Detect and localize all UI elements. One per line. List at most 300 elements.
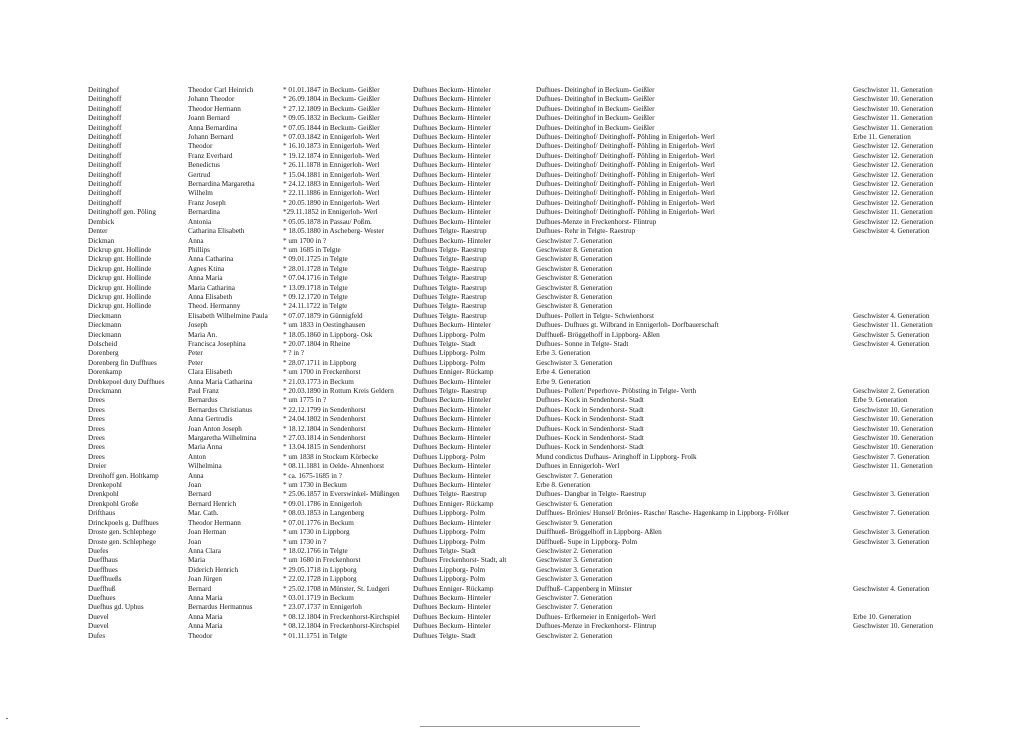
birth-cell: * um 1700 in ? <box>283 236 327 245</box>
lineage-cell: Geschwister 2. Generation <box>536 631 613 640</box>
given-name-cell: Bernard <box>188 490 212 499</box>
given-name-cell: Bernardina <box>188 208 220 217</box>
surname-cell: Deitinghoff <box>88 180 122 189</box>
birth-cell: * 18.05.1880 in Ascheberg- Wester <box>283 227 384 236</box>
surname-cell: Dickrup gnt. Hollinde <box>88 255 152 264</box>
birth-cell: * 24.12.1883 in Ennigerloh- Werl <box>283 180 380 189</box>
birth-cell: * 20.07.1804 in Rheine <box>283 339 351 348</box>
lineage-cell: Geschwister 8. Generation <box>536 283 613 292</box>
given-name-cell: Elisabeth Wilhelmine Paula <box>188 311 268 320</box>
birth-cell: * 28.01.1728 in Telgte <box>283 264 348 273</box>
birth-cell: * 26.11.1878 in Ennigerloh- Werl <box>283 161 380 170</box>
generation-cell: Geschwister 12. Generation <box>853 198 934 207</box>
given-name-cell: Anna Maria <box>188 612 223 621</box>
birth-cell: * 27.12.1809 in Beckum- Geißler <box>283 104 380 113</box>
lineage-cell: Dufhues in Ennigerloh- Werl <box>536 462 620 471</box>
farm-cell: Dufhues Beckum- Hinteler <box>413 151 491 160</box>
surname-cell: Dieckmann <box>88 321 122 330</box>
table-row <box>0 585 1024 594</box>
lineage-cell: Dufhues- Kock in Sendenhorst- Stadt <box>536 434 644 443</box>
surname-cell: Droste gen. Schlephege <box>88 528 157 537</box>
birth-cell: * 21.03.1773 in Beckum <box>283 377 354 386</box>
birth-cell: * 08.12.1804 in Freckenhorst-Kirchspiel <box>283 622 400 631</box>
lineage-cell: Geschwister 7. Generation <box>536 236 613 245</box>
farm-cell: Dufhues Beckum- Hinteler <box>413 405 491 414</box>
surname-cell: Dickrup gnt. Hollinde <box>88 283 152 292</box>
farm-cell: Dufhues Lippborg- Polm <box>413 330 486 339</box>
table-row <box>0 274 1024 283</box>
birth-cell: * 18.02.1766 in Telgte <box>283 546 348 555</box>
generation-cell: Geschwister 3. Generation <box>853 537 930 546</box>
birth-cell: * 07.04.1716 in Telgte <box>283 274 348 283</box>
generation-cell: Geschwister 12. Generation <box>853 161 934 170</box>
table-row <box>0 481 1024 490</box>
lineage-cell: Geschwister 8. Generation <box>536 264 613 273</box>
farm-cell: Dufhues Beckum- Hinteler <box>413 104 491 113</box>
table-row <box>0 378 1024 387</box>
surname-cell: Droste gen. Schlephege <box>88 537 157 546</box>
farm-cell: Dufhues Telgte- Raestrup <box>413 283 487 292</box>
given-name-cell: Francisca Josephina <box>188 339 246 348</box>
lineage-cell: Dufhues- Dangbar in Telgte- Raestrup <box>536 490 646 499</box>
lineage-cell: Geschwister 3. Generation <box>536 575 613 584</box>
lineage-cell: Dufhues- Deitinghof in Beckum- Geißler <box>536 123 655 132</box>
generation-cell: Geschwister 5. Generation <box>853 330 930 339</box>
given-name-cell: Joan <box>188 537 202 546</box>
table-row <box>0 124 1024 133</box>
table-row <box>0 528 1024 537</box>
surname-cell: Dreckmann <box>88 387 122 395</box>
given-name-cell: Anna <box>188 236 204 245</box>
given-name-cell: Clara Elisabeth <box>188 368 233 377</box>
table-row <box>0 189 1024 198</box>
surname-cell: Drees <box>88 424 105 433</box>
given-name-cell: Joan Jürgen <box>188 575 223 584</box>
farm-cell: Dufhues Beckum- Hinteler <box>413 114 491 123</box>
given-name-cell: Paul Franz <box>188 387 219 395</box>
table-row <box>0 472 1024 481</box>
table-row <box>0 462 1024 471</box>
birth-cell: * 29.05.1718 in Lippborg <box>283 565 357 574</box>
given-name-cell: Bernard Henrich <box>188 499 237 508</box>
birth-cell: * ca. 1675-1685 in ? <box>283 471 342 480</box>
table-row <box>0 284 1024 293</box>
surname-cell: Drees <box>88 396 105 405</box>
generation-cell: Geschwister 11. Generation <box>853 208 933 217</box>
generation-cell: Erbe 9. Generation <box>853 396 908 405</box>
generation-cell: Geschwister 4. Generation <box>853 227 930 236</box>
table-row <box>0 594 1024 603</box>
farm-cell: Dufhues Telgte- Raestrup <box>413 311 487 320</box>
surname-cell: Dieckmann <box>88 311 122 320</box>
generation-cell: Geschwister 10. Generation <box>853 434 934 443</box>
table-row <box>0 237 1024 246</box>
lineage-cell: Dufhues- Deitinghof/ Deitinghoff- Pöhling in Enigerloh- Werl <box>536 198 715 207</box>
farm-cell: Dufhues Telgte- Stadt <box>413 631 476 640</box>
given-name-cell: Bernardus Christianus <box>188 405 253 414</box>
genealogy-table <box>0 86 1024 641</box>
lineage-cell: Dufhues- Erfkemeier in Ennigerloh- Werl <box>536 612 656 621</box>
lineage-cell: Dufhues- Deitinghof/ Deitinghoff- Pöhling in Enigerloh- Werl <box>536 208 715 217</box>
generation-cell: Geschwister 10. Generation <box>853 443 934 452</box>
given-name-cell: Peter <box>188 358 203 367</box>
table-row <box>0 575 1024 584</box>
surname-cell: Deitinghoff <box>88 142 122 151</box>
table-row <box>0 152 1024 161</box>
table-row <box>0 161 1024 170</box>
given-name-cell: Maria Catharina <box>188 283 235 292</box>
lineage-cell: Duffhuß- Cappenberg in Münster <box>536 584 633 593</box>
farm-cell: Dufhues Lippborg- Polm <box>413 575 486 584</box>
lineage-cell: Dufhues- Deitinghof/ Deitinghoff- Pöhling in Enigerloh- Werl <box>536 189 715 198</box>
table-row <box>0 434 1024 443</box>
table-row <box>0 556 1024 565</box>
birth-cell: * 28.07.1711 in Lippborg <box>283 358 357 367</box>
lineage-cell: Geschwister 6. Generation <box>536 499 613 508</box>
farm-cell: Dufhues Lippborg- Polm <box>413 537 486 546</box>
table-row <box>0 566 1024 575</box>
birth-cell: * 27.03.1814 in Sendenhorst <box>283 434 366 443</box>
surname-cell: Denter <box>88 227 108 236</box>
table-row <box>0 265 1024 274</box>
birth-cell: * 09.01.1786 in Ennigerloh <box>283 499 362 508</box>
birth-cell: * 05.05.1878 in Passau/ Poßm. <box>283 217 372 226</box>
given-name-cell: Benedictus <box>188 161 220 170</box>
farm-cell: Dufhues Beckum- Hinteler <box>413 170 491 179</box>
farm-cell: Dufhues Beckum- Hinteler <box>413 95 491 104</box>
birth-cell: * 08.11.1881 in Oelde- Ahnenhorst <box>283 462 385 471</box>
lineage-cell: Geschwister 8. Generation <box>536 292 613 301</box>
table-row <box>0 538 1024 547</box>
farm-cell: Dufhues Lippborg- Polm <box>413 358 486 367</box>
table-row <box>0 133 1024 142</box>
birth-cell: * 16.10.1873 in Ennigerloh- Werl <box>283 142 380 151</box>
given-name-cell: Diderich Henrich <box>188 565 239 574</box>
farm-cell: Dufhues Lippborg- Polm <box>413 565 486 574</box>
generation-cell: Geschwister 11. Generation <box>853 123 933 132</box>
birth-cell: * 20.03.1890 in Rottum Kreis Geldern <box>283 387 394 395</box>
table-row <box>0 632 1024 641</box>
birth-cell: * 23.07.1737 in Ennigerloh <box>283 603 362 612</box>
given-name-cell: Johann Theodor <box>188 95 235 104</box>
given-name-cell: Anna Gertrudis <box>188 415 233 424</box>
lineage-cell: Geschwister 7. Generation <box>536 593 613 602</box>
birth-cell: * 22.11.1886 in Ennigerloh- Werl <box>283 189 380 198</box>
lineage-cell: Geschwister 8. Generation <box>536 255 613 264</box>
birth-cell: * um 1775 in ? <box>283 396 327 405</box>
birth-cell: * 22.12.1799 in Sendenhorst <box>283 405 366 414</box>
farm-cell: Dufhues Beckum- Hinteler <box>413 180 491 189</box>
farm-cell: Dufhues Beckum- Hinteler <box>413 377 491 386</box>
given-name-cell: Maria An. <box>188 330 218 339</box>
lineage-cell: Erbe 8. Generation <box>536 481 591 490</box>
surname-cell: Dueffhueßs <box>88 575 122 584</box>
lineage-cell: Erbe 3. Generation <box>536 349 591 358</box>
lineage-cell: Dufhues- Deitinghof/ Deitinghoff- Pöhling in Enigerloh- Werl <box>536 161 715 170</box>
farm-cell: Dufhues Telgte- Raestrup <box>413 387 487 395</box>
farm-cell: Dufhues Telgte- Raestrup <box>413 490 487 499</box>
surname-cell: Dickrup gnt. Hollinde <box>88 264 152 273</box>
birth-cell: * 07.01.1776 in Beckum <box>283 518 354 527</box>
given-name-cell: Theodor Hermann <box>188 518 241 527</box>
table-row <box>0 302 1024 311</box>
generation-cell: Geschwister 12. Generation <box>853 151 934 160</box>
generation-cell: Geschwister 11. Generation <box>853 462 933 471</box>
surname-cell: Dueffhaus <box>88 556 118 565</box>
farm-cell: Dufhues Telgte- Stadt <box>413 546 476 555</box>
surname-cell: Deitinghoff <box>88 161 122 170</box>
lineage-cell: Duffhues- Brönies/ Hunsel/ Brönies- Rasche/ Rasche- Hagenkamp in Lippborg- Frölker <box>536 509 790 518</box>
birth-cell: * um 1680 in Freckenhorst <box>283 556 361 565</box>
farm-cell: Dufhues Beckum- Hinteler <box>413 593 491 602</box>
surname-cell: Dembick <box>88 217 115 226</box>
farm-cell: Dufhues Lippborg- Polm <box>413 509 486 518</box>
lineage-cell: Mund condictus Dufhaus- Aringhoff in Lippborg- Frolk <box>536 452 697 461</box>
birth-cell: * 26.09.1804 in Beckum- Geißler <box>283 95 380 104</box>
farm-cell: Dufhues Beckum- Hinteler <box>413 208 491 217</box>
given-name-cell: Catharina Elisabeth <box>188 227 245 236</box>
given-name-cell: Joan Herman <box>188 528 227 537</box>
surname-cell: Deitinghoff <box>88 198 122 207</box>
farm-cell: Dufhues Beckum- Hinteler <box>413 612 491 621</box>
lineage-cell: Geschwister 8. Generation <box>536 245 613 254</box>
generation-cell: Geschwister 10. Generation <box>853 415 934 424</box>
table-row <box>0 227 1024 236</box>
table-row <box>0 312 1024 321</box>
given-name-cell: Anna Maria <box>188 622 223 631</box>
birth-cell: * 07.03.1842 in Ennigerloh- Werl <box>283 133 380 142</box>
lineage-cell: Dufhues- Pollert in Telgte- Schwienhorst <box>536 311 654 320</box>
farm-cell: Dufhues Beckum- Hinteler <box>413 236 491 245</box>
generation-cell: Geschwister 4. Generation <box>853 584 930 593</box>
table-row <box>0 293 1024 302</box>
surname-cell: Drees <box>88 452 105 461</box>
given-name-cell: Antonia <box>188 217 212 226</box>
surname-cell: Dickrup gnt. Hollinde <box>88 245 152 254</box>
birth-cell: * 01.01.1847 in Beckum- Geißler <box>283 86 380 94</box>
given-name-cell: Anna Maria <box>188 274 223 283</box>
table-row <box>0 255 1024 264</box>
table-row <box>0 396 1024 405</box>
table-row <box>0 208 1024 217</box>
farm-cell: Dufhues Beckum- Hinteler <box>413 622 491 631</box>
surname-cell: Drees <box>88 443 105 452</box>
table-row <box>0 199 1024 208</box>
lineage-cell: Dufhues- Deitinghof in Beckum- Geißler <box>536 114 655 123</box>
given-name-cell: Anna Maria <box>188 593 223 602</box>
farm-cell: Dufhues Beckum- Hinteler <box>413 415 491 424</box>
farm-cell: Dufhues Beckum- Hinteler <box>413 481 491 490</box>
given-name-cell: Bernardus Hermannus <box>188 603 253 612</box>
generation-cell: Geschwister 12. Generation <box>853 180 934 189</box>
given-name-cell: Joan Anton Joseph <box>188 424 242 433</box>
surname-cell: Dickman <box>88 236 115 245</box>
surname-cell: Deitinghoff <box>88 189 122 198</box>
surname-cell: Drees <box>88 415 105 424</box>
table-row <box>0 321 1024 330</box>
generation-cell: Geschwister 3. Generation <box>853 490 930 499</box>
lineage-cell: Dufhues- Rehr in Telgte- Raestrup <box>536 227 636 236</box>
farm-cell: Dufhues Telgte- Stadt <box>413 339 476 348</box>
farm-cell: Dufhues Beckum- Hinteler <box>413 217 491 226</box>
birth-cell: * 09.01.1725 in Telgte <box>283 255 348 264</box>
lineage-cell: Dufhues- Kock in Sendenhorst- Stadt <box>536 424 644 433</box>
surname-cell: Drenkpohl Große <box>88 499 139 508</box>
table-row <box>0 95 1024 104</box>
table-row <box>0 142 1024 151</box>
lineage-cell: Dufhues- Deitinghof/ Deitinghoff- Pöhling in Enigerloh- Werl <box>536 142 715 151</box>
farm-cell: Dufhues Lippborg- Polm <box>413 349 486 358</box>
farm-cell: Dufhues Beckum- Hinteler <box>413 133 491 142</box>
table-row <box>0 547 1024 556</box>
surname-cell: Drees <box>88 405 105 414</box>
farm-cell: Dufhues Telgte- Raestrup <box>413 302 487 311</box>
birth-cell: * 24.11.1722 in Telgte <box>283 302 348 311</box>
farm-cell: Dufhues Beckum- Hinteler <box>413 518 491 527</box>
given-name-cell: Bernard <box>188 584 212 593</box>
farm-cell: Dufhues Beckum- Hinteler <box>413 142 491 151</box>
table-row <box>0 509 1024 518</box>
surname-cell: Deitinghoff <box>88 133 122 142</box>
surname-cell: Dueffhues <box>88 565 118 574</box>
farm-cell: Dufhues Telgte- Raestrup <box>413 292 487 301</box>
generation-cell: Geschwister 10. Generation <box>853 622 934 631</box>
lineage-cell: Geschwister 9. Generation <box>536 518 613 527</box>
table-row <box>0 331 1024 340</box>
surname-cell: Deitinghoff <box>88 104 122 113</box>
given-name-cell: Anton <box>188 452 206 461</box>
table-row <box>0 86 1024 95</box>
birth-cell: * 01.11.1751 in Telgte <box>283 631 348 640</box>
given-name-cell: Joseph <box>188 321 208 330</box>
generation-cell: Geschwister 12. Generation <box>853 170 934 179</box>
given-name-cell: Anna <box>188 471 204 480</box>
farm-cell: Dufhues Telgte- Raestrup <box>413 274 487 283</box>
given-name-cell: Johann Bernard <box>188 133 234 142</box>
surname-cell: Drenhoff gen. Holtkamp <box>88 471 159 480</box>
given-name-cell: Maria Anna <box>188 443 223 452</box>
farm-cell: Dufhues Beckum- Hinteler <box>413 86 491 94</box>
given-name-cell: Margaretha Wilhelmina <box>188 434 257 443</box>
table-row <box>0 443 1024 452</box>
birth-cell: * um 1833 in Oestinghausen <box>283 321 366 330</box>
given-name-cell: Joan <box>188 481 202 490</box>
birth-cell: * um 1730 in ? <box>283 537 327 546</box>
birth-cell: * um 1838 in Stockum Körbecke <box>283 452 379 461</box>
birth-cell: * um 1700 in Freckenhorst <box>283 368 361 377</box>
table-row <box>0 218 1024 227</box>
lineage-cell: Düffhueß- Supe in Lippborg- Polm <box>536 537 638 546</box>
farm-cell: Dufhues Beckum- Hinteler <box>413 443 491 452</box>
birth-cell: * 09.12.1720 in Telgte <box>283 292 348 301</box>
birth-cell: * 13.04.1815 in Sendenhorst <box>283 443 366 452</box>
given-name-cell: Maria <box>188 556 206 565</box>
generation-cell: Geschwister 3. Generation <box>853 528 930 537</box>
lineage-cell: Erbe 4. Generation <box>536 368 591 377</box>
given-name-cell: Wilhelmina <box>188 462 222 471</box>
surname-cell: Dreier <box>88 462 107 471</box>
generation-cell: Geschwister 12. Generation <box>853 142 934 151</box>
generation-cell: Geschwister 4. Generation <box>853 339 930 348</box>
surname-cell: Drebkepoel duty Duffhues <box>88 377 165 386</box>
farm-cell: Dufhues Beckum- Hinteler <box>413 161 491 170</box>
table-row <box>0 180 1024 189</box>
given-name-cell: Wilhelm <box>188 189 213 198</box>
lineage-cell: Dufhues-Menze in Freckenhorst- Flintrup <box>536 622 657 631</box>
lineage-cell: Dufhues- Kock in Sendenhorst- Stadt <box>536 396 644 405</box>
surname-cell: Duevel <box>88 622 109 631</box>
given-name-cell: Agnes Ktina <box>188 264 225 273</box>
table-row <box>0 114 1024 123</box>
farm-cell: Dufhues Beckum- Hinteler <box>413 424 491 433</box>
table-row <box>0 490 1024 499</box>
farm-cell: Dufhues Beckum- Hinteler <box>413 462 491 471</box>
birth-cell: * 24.04.1802 in Sendenhorst <box>283 415 366 424</box>
given-name-cell: Peter <box>188 349 203 358</box>
generation-cell: Geschwister 10. Generation <box>853 95 934 104</box>
lineage-cell: Geschwister 7. Generation <box>536 603 613 612</box>
farm-cell: Dufhues Beckum- Hinteler <box>413 396 491 405</box>
table-row <box>0 105 1024 114</box>
surname-cell: Duefes <box>88 546 109 555</box>
lineage-cell: Dufhues- Kock in Sendenhorst- Stadt <box>536 443 644 452</box>
generation-cell: Geschwister 7. Generation <box>853 509 930 518</box>
given-name-cell: Bernardus <box>188 396 218 405</box>
given-name-cell: Theodor <box>188 142 213 151</box>
table-row <box>0 387 1024 396</box>
birth-cell: * um 1730 in Lippborg <box>283 528 350 537</box>
birth-cell: * 15.04.1881 in Ennigerloh- Werl <box>283 170 380 179</box>
farm-cell: Dufhues Lippborg- Polm <box>413 452 486 461</box>
surname-cell: Deitinghoff <box>88 95 122 104</box>
farm-cell: Dufhues Beckum- Hinteler <box>413 603 491 612</box>
surname-cell: Dueffhuß <box>88 584 116 593</box>
lineage-cell: Geschwister 3. Generation <box>536 565 613 574</box>
table-row <box>0 613 1024 622</box>
birth-cell: * 20.05.1890 in Ennigerloh- Werl <box>283 198 380 207</box>
given-name-cell: Joann Bernard <box>188 114 230 123</box>
surname-cell: Duefhus gd. Uphus <box>88 603 144 612</box>
generation-cell: Geschwister 11. Generation <box>853 86 933 94</box>
birth-cell: *29.11.1852 in Ennigerloh- Werl <box>283 208 378 217</box>
lineage-cell: Geschwister 8. Generation <box>536 302 613 311</box>
surname-cell: Dufes <box>88 631 106 640</box>
surname-cell: Drinckpoels g. Duffhues <box>88 518 159 527</box>
birth-cell: * 09.05.1832 in Beckum- Geißler <box>283 114 380 123</box>
farm-cell: Dufhues Lippborg- Polm <box>413 528 486 537</box>
lineage-cell: Duiffhueß- Bröggelhoff in Lippborg- Aßlen <box>536 528 662 537</box>
birth-cell: * um 1685 in Telgte <box>283 245 341 254</box>
surname-cell: Dorenkamp <box>88 368 122 377</box>
lineage-cell: Dufhues- Deitinghof in Beckum- Geißler <box>536 104 655 113</box>
generation-cell: Geschwister 12. Generation <box>853 189 934 198</box>
surname-cell: Deitinghoff <box>88 123 122 132</box>
scan-edge-line <box>420 726 640 727</box>
birth-cell: * 13.09.1718 in Telgte <box>283 283 348 292</box>
table-row <box>0 425 1024 434</box>
birth-cell: * ? in ? <box>283 349 304 358</box>
given-name-cell: Theodor Hermann <box>188 104 241 113</box>
table-row <box>0 406 1024 415</box>
birth-cell: * 25.02.1708 in Münster, St. Ludgeri <box>283 584 390 593</box>
farm-cell: Dufhues Telgte- Raestrup <box>413 264 487 273</box>
farm-cell: Dufhues Enniger- Rückamp <box>413 584 494 593</box>
lineage-cell: Dufhues- Deitinghof/ Deitinghoff- Pöhling in Enigerloh- Werl <box>536 151 715 160</box>
scan-mark <box>6 718 8 719</box>
generation-cell: Geschwister 2. Generation <box>853 387 930 395</box>
generation-cell: Geschwister 10. Generation <box>853 424 934 433</box>
lineage-cell: Geschwister 2. Generation <box>536 546 613 555</box>
